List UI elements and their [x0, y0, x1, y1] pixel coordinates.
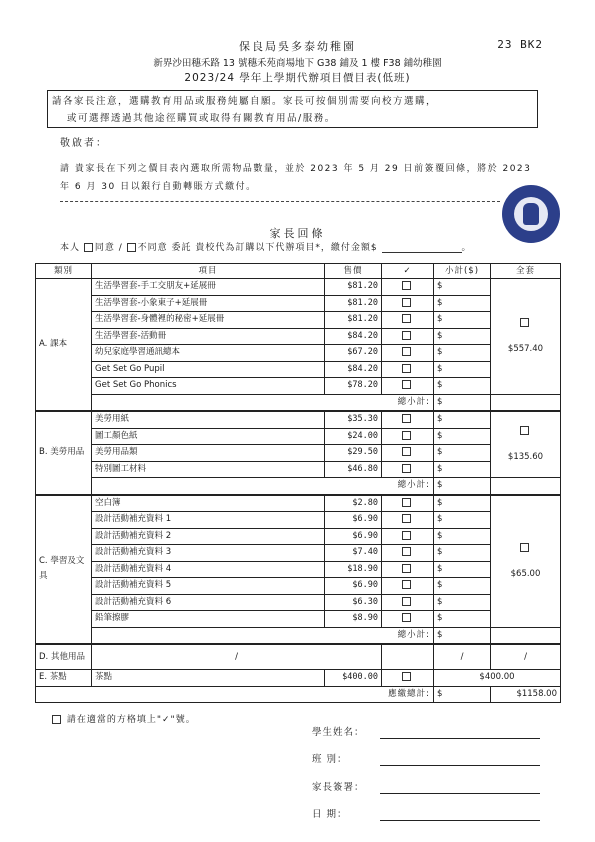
item-name: 美勞用紙 — [92, 411, 325, 428]
subtotal-row — [36, 627, 561, 644]
item-checkbox-cell — [382, 312, 434, 329]
item-subtotal[interactable]: $ — [434, 295, 491, 312]
column-header: 小計($) — [434, 264, 491, 279]
item-subtotal[interactable]: $ — [434, 445, 491, 462]
item-subtotal[interactable]: $ — [434, 361, 491, 378]
item-name: 設計活動補充資料 3 — [92, 545, 325, 562]
item-checkbox-cell — [382, 528, 434, 545]
item-name: 設計活動補充資料 1 — [92, 512, 325, 529]
document-title: 2023/24 學年上學期代辦項目價目表(低班) — [184, 72, 411, 84]
subtotal-blank — [491, 478, 561, 495]
item-price: $6.30 — [325, 594, 382, 611]
item-name: 生活學習套-活動冊 — [92, 328, 325, 345]
item-subtotal[interactable]: $ — [434, 578, 491, 595]
item-name: 設計活動補充資料 2 — [92, 528, 325, 545]
item-name: 生活學習套-手工交朋友+延展冊 — [92, 279, 325, 296]
item-checkbox-cell — [382, 594, 434, 611]
instruction — [52, 712, 196, 725]
table-row — [36, 495, 561, 512]
item-checkbox-cell — [382, 461, 434, 478]
item-subtotal[interactable]: $ — [434, 495, 491, 512]
item-price: $2.80 — [325, 495, 382, 512]
item-checkbox[interactable] — [402, 347, 411, 356]
item-checkbox[interactable] — [402, 564, 411, 573]
set-checkbox[interactable] — [520, 543, 529, 552]
item-price: $18.90 — [325, 561, 382, 578]
item-price: $24.00 — [325, 428, 382, 445]
items-table — [35, 263, 561, 703]
category-label: D. 其他用品 — [36, 644, 92, 670]
item-price: $35.30 — [325, 411, 382, 428]
item-checkbox[interactable] — [402, 547, 411, 556]
item-checkbox-cell — [382, 495, 434, 512]
field-date-label: 日 期： — [312, 809, 348, 820]
item-checkbox[interactable] — [402, 298, 411, 307]
amount-blank[interactable] — [382, 243, 462, 253]
instruction-text: 請在適當的方格填上"✓"號。 — [66, 715, 196, 725]
item-checkbox[interactable] — [402, 464, 411, 473]
item-checkbox[interactable] — [402, 331, 411, 340]
item-price: $78.20 — [325, 378, 382, 395]
item-checkbox-cell — [382, 445, 434, 462]
disagree-label: 不同意 委託 貴校代為訂購以下代辦項目*，繳付金額$ — [137, 243, 378, 253]
item-name: Get Set Go Pupil — [92, 361, 325, 378]
item-subtotal[interactable]: $ — [434, 528, 491, 545]
item-subtotal[interactable]: $ — [434, 279, 491, 296]
table-row — [36, 279, 561, 296]
item-checkbox-cell — [382, 345, 434, 362]
item-price: $6.90 — [325, 578, 382, 595]
consent-prefix: 本人 — [60, 243, 81, 253]
item-checkbox[interactable] — [402, 414, 411, 423]
subtotal-value[interactable]: $ — [434, 394, 491, 411]
table-row — [36, 328, 561, 345]
item-name: 設計活動補充資料 5 — [92, 578, 325, 595]
item-checkbox-cell — [382, 512, 434, 529]
item-checkbox[interactable] — [402, 447, 411, 456]
item-checkbox[interactable] — [402, 613, 411, 622]
snack-subtotal: $400.00 — [434, 670, 561, 687]
item-subtotal[interactable]: $ — [434, 411, 491, 428]
table-row — [36, 594, 561, 611]
category-label: B. 美勞用品 — [36, 411, 92, 495]
item-checkbox-cell — [382, 545, 434, 562]
set-checkbox[interactable] — [520, 318, 529, 327]
set-total-cell — [491, 495, 561, 628]
item-subtotal[interactable]: $ — [434, 461, 491, 478]
table-row — [36, 361, 561, 378]
item-price: $84.20 — [325, 361, 382, 378]
item-price: $6.90 — [325, 512, 382, 529]
field-class-line[interactable] — [380, 765, 540, 766]
item-price: $46.80 — [325, 461, 382, 478]
item-price: $6.90 — [325, 528, 382, 545]
item-subtotal[interactable]: $ — [434, 345, 491, 362]
item-name: 圖工顏色紙 — [92, 428, 325, 445]
item-price: $67.20 — [325, 345, 382, 362]
set-total-price: $557.40 — [507, 343, 544, 354]
item-checkbox[interactable] — [402, 281, 411, 290]
table-row — [36, 378, 561, 395]
item-checkbox-cell — [382, 428, 434, 445]
document-code: 23 BK2 — [497, 38, 543, 51]
item-name: 生活學習套-身體裡的秘密+延展冊 — [92, 312, 325, 329]
column-header: 售價 — [325, 264, 382, 279]
table-row-other — [36, 644, 561, 670]
set-checkbox[interactable] — [520, 426, 529, 435]
item-subtotal[interactable]: $ — [434, 312, 491, 329]
item-name: 設計活動補充資料 4 — [92, 561, 325, 578]
item-checkbox[interactable] — [402, 498, 411, 507]
field-signature-label: 家長簽署： — [312, 782, 365, 793]
disagree-checkbox[interactable] — [127, 243, 136, 252]
item-checkbox-cell — [382, 578, 434, 595]
other-subtotal-slash: / — [434, 644, 491, 670]
agree-checkbox[interactable] — [84, 243, 93, 252]
item-checkbox-cell — [382, 295, 434, 312]
item-checkbox-cell — [382, 378, 434, 395]
table-row-snack — [36, 670, 561, 687]
item-checkbox-cell — [382, 611, 434, 628]
item-checkbox-cell — [382, 411, 434, 428]
table-row — [36, 312, 561, 329]
subtotal-blank — [491, 627, 561, 644]
consent-line — [60, 240, 472, 253]
table-row — [36, 512, 561, 529]
field-date-line[interactable] — [380, 820, 540, 821]
item-checkbox-cell — [382, 328, 434, 345]
item-name: 特別圖工材料 — [92, 461, 325, 478]
item-checkbox[interactable] — [402, 364, 411, 373]
field-class-label: 班 別： — [312, 754, 348, 765]
item-checkbox[interactable] — [402, 580, 411, 589]
field-student-name-label: 學生姓名： — [312, 727, 365, 738]
other-total-slash: / — [491, 644, 561, 670]
agree-label: 同意 / — [94, 243, 123, 253]
item-price: $29.50 — [325, 445, 382, 462]
item-name: 生活學習套-小象東子+延展冊 — [92, 295, 325, 312]
table-row — [36, 561, 561, 578]
subtotal-blank — [491, 394, 561, 411]
item-checkbox-cell — [382, 279, 434, 296]
snack-item-name: 茶點 — [92, 670, 325, 687]
field-signature-line[interactable] — [380, 793, 540, 794]
greeting: 敬啟者： — [60, 138, 108, 149]
set-total-cell — [491, 411, 561, 478]
item-subtotal[interactable]: $ — [434, 428, 491, 445]
item-subtotal[interactable]: $ — [434, 328, 491, 345]
item-price: $81.20 — [325, 312, 382, 329]
cut-line — [60, 201, 500, 202]
item-checkbox[interactable] — [402, 431, 411, 440]
column-header: 類別 — [36, 264, 92, 279]
item-price: $84.20 — [325, 328, 382, 345]
snack-checkbox[interactable] — [402, 672, 411, 681]
item-subtotal[interactable]: $ — [434, 378, 491, 395]
table-row — [36, 345, 561, 362]
item-checkbox[interactable] — [402, 380, 411, 389]
column-header: ✓ — [382, 264, 434, 279]
column-header: 項目 — [92, 264, 325, 279]
notice-line-2: 或可選擇透過其他途徑購買或取得有關教育用品/服務。 — [67, 113, 336, 124]
category-label: E. 茶點 — [36, 670, 92, 687]
table-row — [36, 445, 561, 462]
table-row — [36, 545, 561, 562]
item-name: Get Set Go Phonics — [92, 378, 325, 395]
item-name: 設計活動補充資料 6 — [92, 594, 325, 611]
item-subtotal[interactable]: $ — [434, 594, 491, 611]
item-subtotal[interactable]: $ — [434, 545, 491, 562]
school-address: 新界沙田穗禾路 13 號穗禾苑商場地下 G38 鋪及 1 樓 F38 鋪幼稚園 — [153, 58, 442, 69]
consent-suffix: 。 — [461, 243, 472, 253]
set-total-price: $135.60 — [507, 452, 544, 462]
notice-line-1: 請各家長注意，選購教育用品或服務純屬自願。家長可按個別需要向校方選購， — [52, 96, 438, 107]
grand-total-row — [36, 686, 561, 703]
field-student-name-line[interactable] — [380, 738, 540, 739]
item-name: 空白簿 — [92, 495, 325, 512]
table-row — [36, 611, 561, 628]
item-subtotal[interactable]: $ — [434, 611, 491, 628]
grand-total-label: 應繳總計: — [36, 686, 434, 703]
instruction-box-icon — [52, 715, 61, 724]
column-header: 全套 — [491, 264, 561, 279]
item-checkbox-cell — [382, 361, 434, 378]
reply-title: 家長回條 — [269, 227, 326, 240]
item-price: $81.20 — [325, 295, 382, 312]
category-label: C. 學習及文具 — [36, 495, 92, 645]
table-header-row — [36, 264, 561, 279]
set-total-price: $65.00 — [510, 568, 541, 579]
table-row — [36, 461, 561, 478]
item-subtotal[interactable]: $ — [434, 512, 491, 529]
item-checkbox[interactable] — [402, 597, 411, 606]
other-item-slash: / — [92, 644, 382, 670]
subtotal-row — [36, 394, 561, 411]
item-checkbox[interactable] — [402, 531, 411, 540]
item-price: $8.90 — [325, 611, 382, 628]
school-name: 保良局吳多泰幼稚園 — [239, 40, 356, 53]
item-checkbox-cell — [382, 561, 434, 578]
other-check-blank — [382, 644, 434, 670]
letter-body: 請 貴家長在下列之價目表內選取所需物品數量，並於 2023 年 5 月 29 日前簽覆回條，將於 2023 年 6 月 30 日以銀行自動轉賬方式繳付。 — [60, 164, 532, 192]
subtotal-label: 總小計: — [92, 627, 434, 644]
set-total-cell — [491, 279, 561, 395]
table-row — [36, 295, 561, 312]
subtotal-value[interactable]: $ — [434, 478, 491, 495]
item-subtotal[interactable]: $ — [434, 561, 491, 578]
grand-total-value: $1158.00 — [491, 686, 561, 703]
subtotal-row — [36, 478, 561, 495]
category-label: A. 課本 — [36, 279, 92, 412]
item-price: $81.20 — [325, 279, 382, 296]
subtotal-label: 總小計: — [92, 478, 434, 495]
item-checkbox[interactable] — [402, 314, 411, 323]
subtotal-value[interactable]: $ — [434, 627, 491, 644]
item-checkbox[interactable] — [402, 514, 411, 523]
notice-box — [47, 90, 538, 128]
table-row — [36, 428, 561, 445]
item-price: $7.40 — [325, 545, 382, 562]
table-row — [36, 411, 561, 428]
grand-total-currency: $ — [434, 686, 491, 703]
table-row — [36, 578, 561, 595]
item-name: 幼兒家庭學習通訊總本 — [92, 345, 325, 362]
snack-checkbox-cell — [382, 670, 434, 687]
table-row — [36, 528, 561, 545]
snack-price: $400.00 — [325, 670, 382, 687]
item-name: 鉛筆擦膠 — [92, 611, 325, 628]
subtotal-label: 總小計: — [92, 394, 434, 411]
item-name: 美勞用品類 — [92, 445, 325, 462]
